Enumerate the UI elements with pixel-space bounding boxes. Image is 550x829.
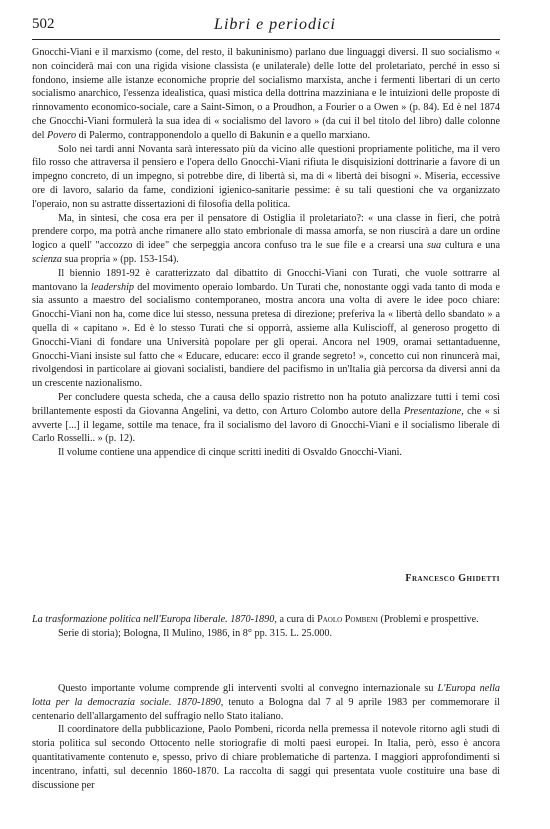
review-2-body bbox=[32, 682, 500, 792]
review-2-reference: La trasformazione politica nell'Europa liberale. 1870-1890, a cura di Paolo Pombeni (Problemi e prospettive. Serie di storia); Bologna, Il Mulino, 1986, in 8° pp. 315. L. 25.000. bbox=[32, 614, 479, 639]
review-1-paragraph-3: Ma, in sintesi, che cosa era per il pensatore di Ostiglia il proletariato?: « una classe in fieri, che potrà prendere corpo, ma potrà anche rimanere allo stato embrionale di massa amorfa, se non riuscirà a dare un ordine logico a quell' "accozzo di idee" che serpeggia ancora confuso tra le sue file e a crearsi una sua cultura e una scienza sua propria » (pp. 153-154). bbox=[32, 212, 500, 265]
review-1-paragraph-2: Solo nei tardi anni Novanta sarà interessato più da vicino alle questioni propriamente politiche, ma il vero filo rosso che attraversa il pensiero e l'opera dello Gnocchi-Viani rifiuta le disquisizioni dottrinarie a favore di un impegno concreto, di un impegno, si potrebbe dire, di libertà sì, ma di « libertà dei bisogni ». Miseria, eccessive ore di lavoro, salario da fame, condizioni igienico-sanitarie pessime: è su tali questioni che va organizzato l'operaio, non su astratte dissertazioni di filosofia della politica. bbox=[32, 143, 500, 210]
review-1-paragraph-4: Il biennio 1891-92 è caratterizzato dal dibattito di Gnocchi-Viani con Turati, che vuole sottrarre al mantovano la leadership del movimento operaio lombardo. Un Turati che, nonostante oggi vada tanto di moda e sia assunto a maestro del socialismo contemporaneo, mostra ancora una volta di avere le idee poco chiare: Gnocchi-Viani non ha, come dice lui stesso, nessuna pretesa di direzione; preferiva la « libertà dello sbandato » a quella di « capitano ». Ed è lo stesso Turati che si opporrà, assieme alla Kuliscioff, al generoso progetto di Gnocchi-Viani di fondare una Università popolare per gli operai. Ancora nel 1909, oramai settantaduenne, Gnocchi-Viani insiste sul fatto che « Educare, educare: ecco il grande segreto! », concetto cui non rinuncerà mai, rivolgendosi in particolare ai giovani socialisti, bandiere del pacifismo in un'Italia già percorsa da diversi anni da un crescente nazionalismo. bbox=[32, 267, 501, 390]
review-1-paragraph-6: Il volume contiene una appendice di cinque scritti inediti di Osvaldo Gnocchi-Viani. bbox=[58, 447, 402, 459]
review-1-signature: Francesco Ghidetti bbox=[405, 573, 500, 584]
review-1-paragraph-5: Per concludere questa scheda, che a causa dello spazio ristretto non ha potuto analizzare tutti i temi così brillantemente esposti da Giovanna Angelini, va detto, con Arturo Colombo autore della Presentazione, che « si avverte [...] il legame, sottile ma tenace, fra il socialismo del lavoro di Gnocchi-Viani e il socialismo liberale di Carlo Rosselli.. » (p. 12). bbox=[32, 391, 500, 445]
header-rule bbox=[32, 39, 500, 40]
running-title: Libri e periodici bbox=[214, 16, 336, 33]
review-1-body bbox=[32, 46, 500, 460]
review-2-paragraph-1: Questo importante volume comprende gli interventi svolti al convegno internazionale su L'Europa nella lotta per la democrazia sociale. 1870-1890, tenuto a Bologna dal 7 al 9 aprile 1983 per commemorare il centenario dell'allargamento del suffragio nello Stato italiano. bbox=[32, 683, 501, 722]
review-2-paragraph-2: Il coordinatore della pubblicazione, Paolo Pombeni, ricorda nella premessa il notevole ritorno agli studi di storia politica sul secondo Ottocento nelle storiografie di molti paesi europei. In Italia, però, esso è ancora quantitativamente contenuto e, spesso, privo di chiare problematiche di partenza. I maggiori approfondimenti si incentrano, infatti, sul decennio 1860-1870. La raccolta di saggi qui presentata vuole costituire una base di discussione per bbox=[32, 724, 500, 791]
page-number: 502 bbox=[32, 16, 55, 32]
review-1-paragraph-1: Gnocchi-Viani e il marxismo (come, del resto, il bakuninismo) parlano due linguaggi diversi. Il suo socialismo « non coinciderà mai con una rigida visione classista (e unilaterale) delle lotte del proletariato, perché in esso si fondono, insieme alle istanze economiche proprie del socialismo marxista, anche i fermenti libertari di un certo socialismo anarchico, l'essenza idealistica, quasi mistica della dottrina mazziniana e le intuizioni delle proposte di rinnovamento economico-sociale, care a Saint-Simon, o a Proudhon, a Fourier o a Owen » (p. 84). Ed è nel 1874 che Gnocchi-Viani formulerà la sua idea di « socialismo del lavoro » (da cui il bel titolo del libro) dalle colonne del Povero di Palermo, contrapponendolo a quello di Bakunin e a quello marxiano. bbox=[32, 47, 500, 141]
